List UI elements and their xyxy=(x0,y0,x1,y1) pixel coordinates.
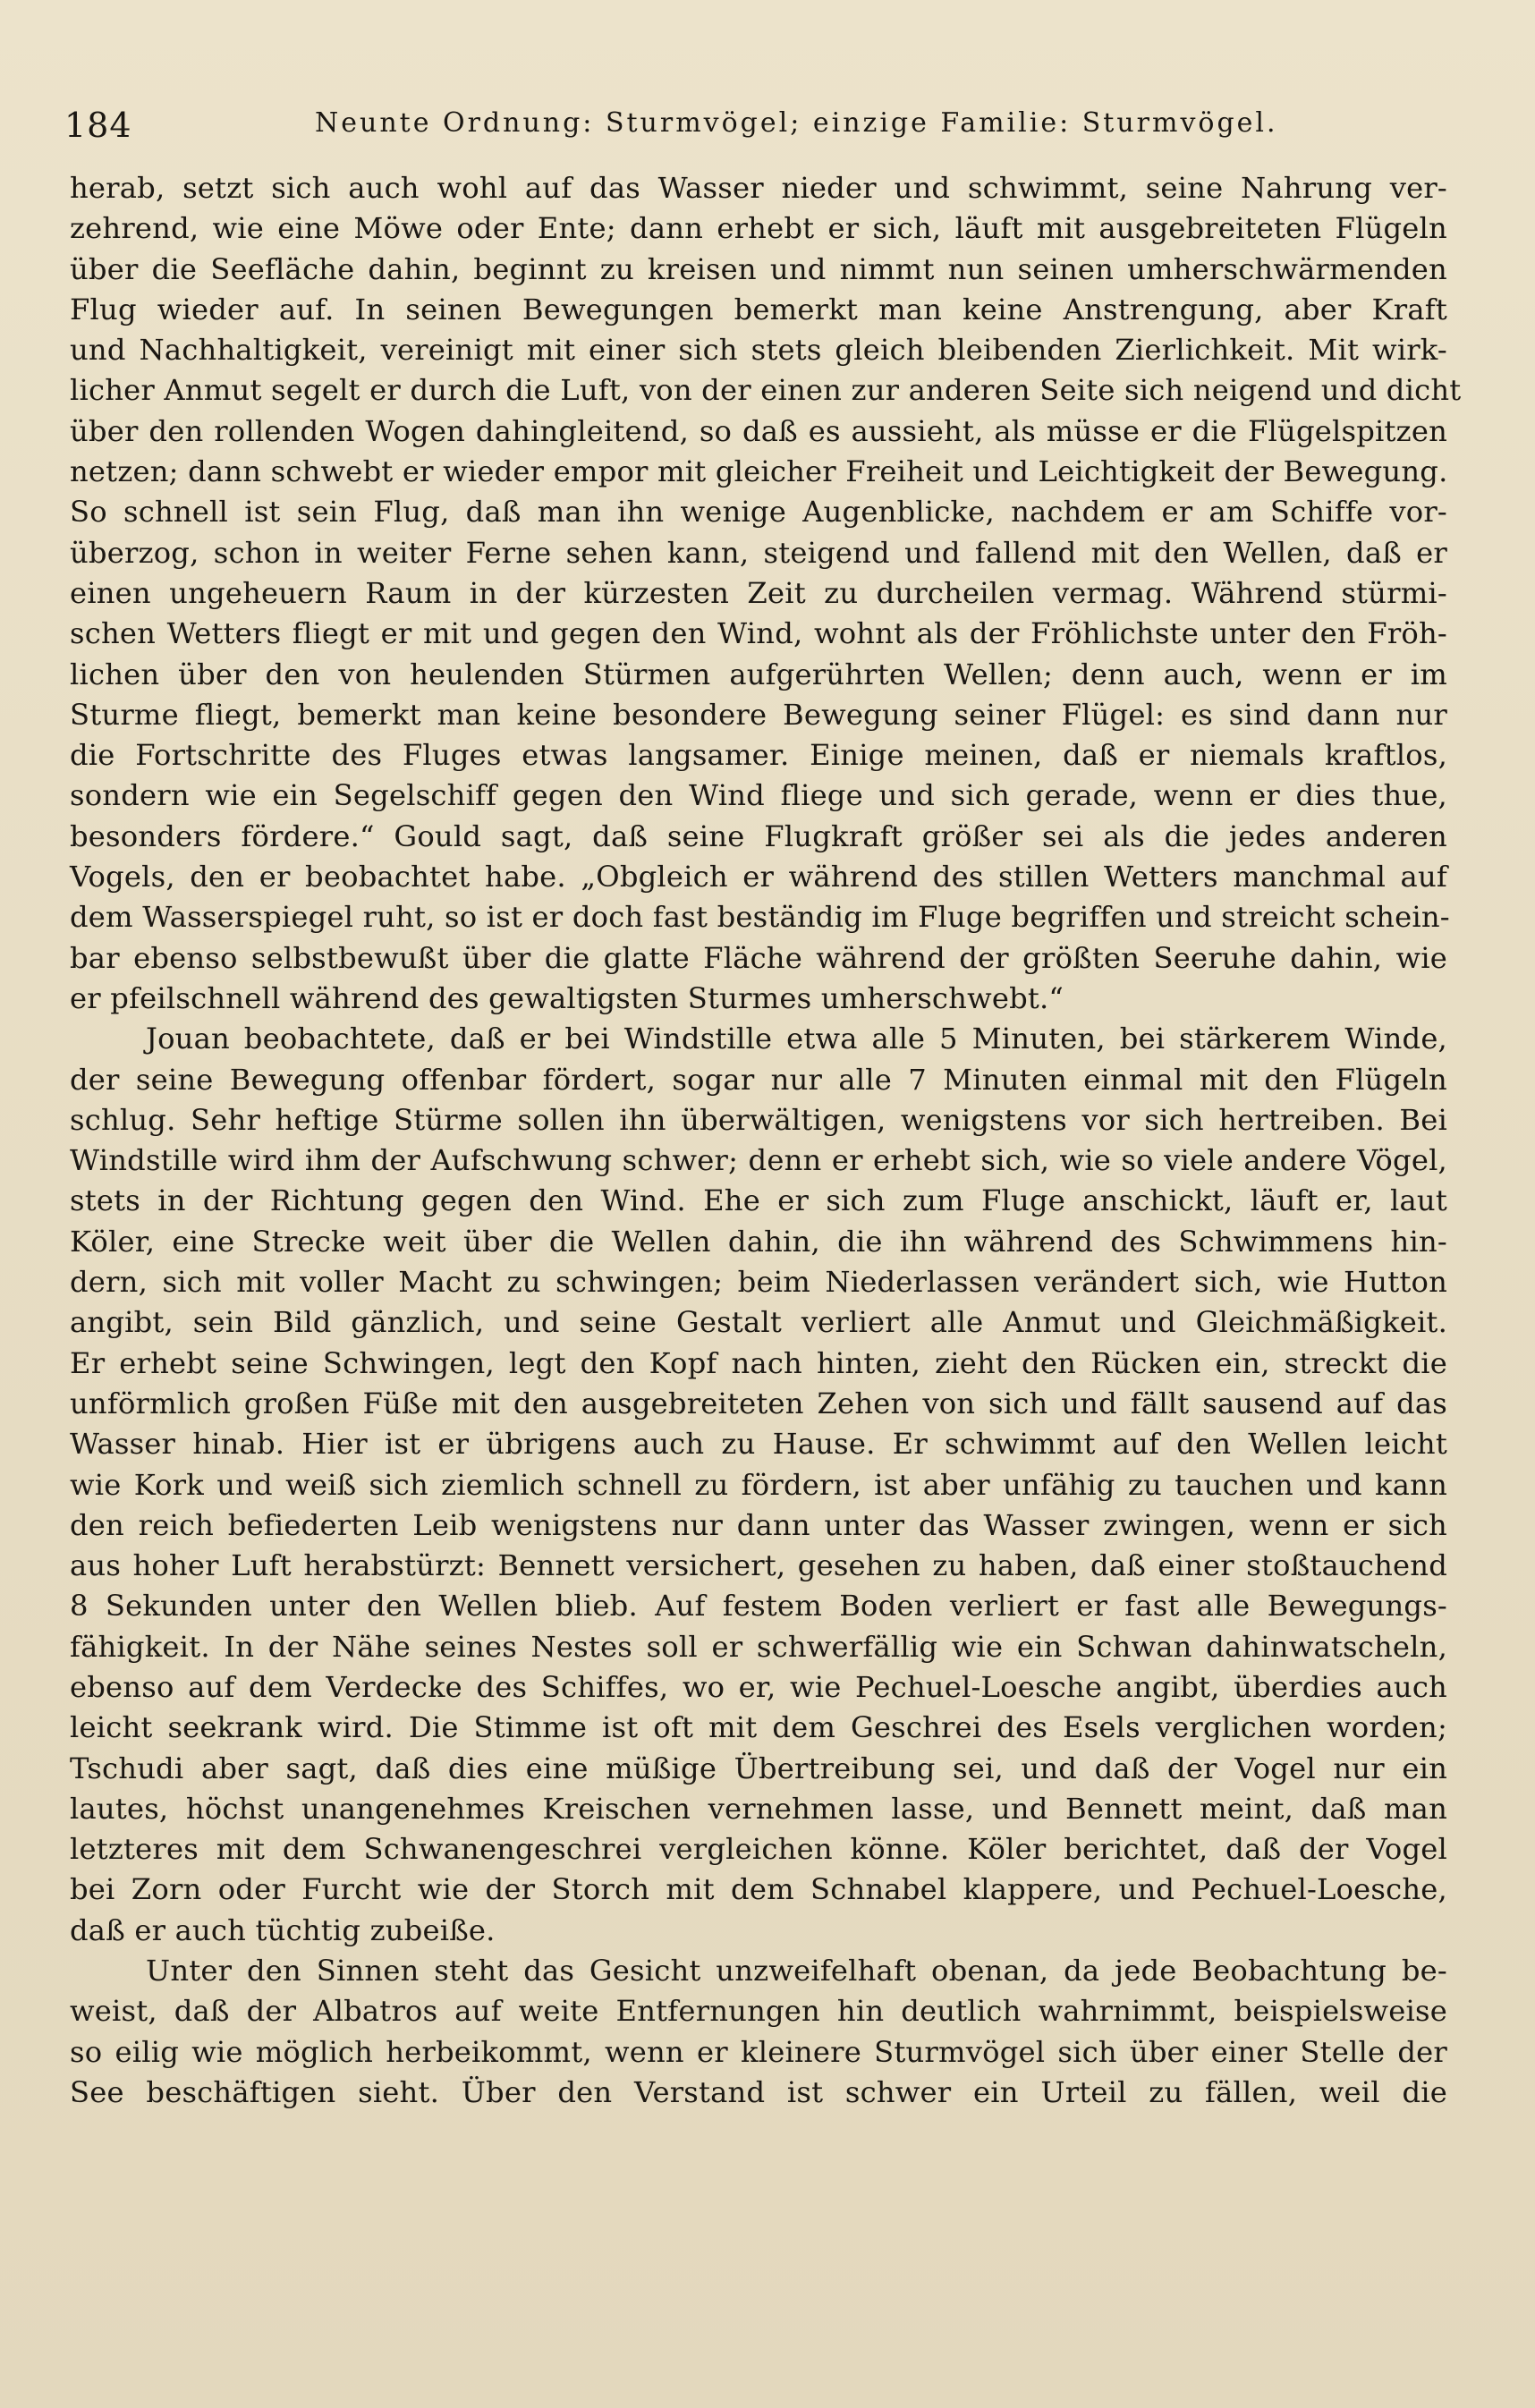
text-line: Er erhebt seine Schwingen, legt den Kopf nach hinten, zieht den Rücken ein, streckt die xyxy=(70,1345,1447,1380)
text-line: er pfeilschnell während des gewaltigsten Sturmes umherschwebt.“ xyxy=(70,980,1064,1015)
text-line: zehrend, wie eine Möwe oder Ente; dann erhebt er sich, läuft mit ausgebreiteten Flügeln xyxy=(70,211,1447,246)
text-line: wie Kork und weiß sich ziemlich schnell zu fördern, ist aber unfähig zu tauchen und kann xyxy=(70,1467,1447,1502)
text-line: letzteres mit dem Schwanengeschrei vergleichen könne. Köler berichtet, daß der Vogel xyxy=(70,1832,1447,1867)
text-line: Köler, eine Strecke weit über die Wellen dahin, die ihn während des Schwimmens hin- xyxy=(70,1224,1447,1259)
text-line: überzog, schon in weiter Ferne sehen kann, steigend und fallend mit den Wellen, daß er xyxy=(70,535,1447,570)
text-line: der seine Bewegung offenbar fördert, sogar nur alle 7 Minuten einmal mit den Flügeln xyxy=(70,1062,1447,1097)
text-line: dern, sich mit voller Macht zu schwingen; beim Niederlassen verändert sich, wie Hutton xyxy=(70,1265,1447,1300)
paragraph xyxy=(70,1019,1447,1951)
text-line: licher Anmut segelt er durch die Luft, von der einen zur anderen Seite sich neigend und dicht xyxy=(70,373,1462,408)
text-line: herab, setzt sich auch wohl auf das Wasser nieder und schwimmt, seine Nahrung ver- xyxy=(70,171,1447,205)
text-line: netzen; dann schwebt er wieder empor mit gleicher Freiheit und Leichtigkeit der Bewegung. xyxy=(70,454,1448,489)
text-line: Vogels, den er beobachtet habe. „Obgleich er während des stillen Wetters manchmal auf xyxy=(70,860,1447,895)
text-line: schen Wetters fliegt er mit und gegen den Wind, wohnt als der Fröhlichste unter den Fröh- xyxy=(70,616,1447,651)
text-line: 8 Sekunden unter den Wellen blieb. Auf festem Boden verliert er fast alle Bewegungs- xyxy=(70,1589,1447,1624)
text-line: so eilig wie möglich herbeikommt, wenn er kleinere Sturmvögel sich über einer Stelle der xyxy=(70,2034,1447,2069)
text-line: die Fortschritte des Fluges etwas langsamer. Einige meinen, daß er niemals kraftlos, xyxy=(70,738,1447,773)
text-line: fähigkeit. In der Nähe seines Nestes soll er schwerfällig wie ein Schwan dahinwatscheln, xyxy=(70,1629,1447,1664)
text-line: Jouan beobachtete, daß er bei Windstille etwa alle 5 Minuten, bei stärkerem Winde, xyxy=(146,1022,1447,1056)
text-line: schlug. Sehr heftige Stürme sollen ihn überwältigen, wenigstens vor sich hertreiben. Bei xyxy=(70,1102,1447,1137)
text-line: Wasser hinab. Hier ist er übrigens auch zu Hause. Er schwimmt auf den Wellen leicht xyxy=(70,1427,1447,1462)
text-line: unförmlich großen Füße mit den ausgebreiteten Zehen von sich und fällt sausend auf das xyxy=(70,1386,1447,1420)
text-line: leicht seekrank wird. Die Stimme ist oft mit dem Geschrei des Esels verglichen worden; xyxy=(70,1710,1447,1745)
body-text xyxy=(70,168,1462,2113)
text-line: dem Wasserspiegel ruht, so ist er doch fast beständig im Fluge begriffen und streicht schein- xyxy=(70,900,1450,935)
text-line: und Nachhaltigkeit, vereinigt mit einer sich stets gleich bleibenden Zierlichkeit. Mit wirk- xyxy=(70,333,1447,368)
running-head: Neunte Ordnung: Sturmvögel; einzige Familie: Sturmvögel. xyxy=(315,107,1278,139)
text-line: Unter den Sinnen steht das Gesicht unzweifelhaft obenan, da jede Beobachtung be- xyxy=(146,1954,1447,1988)
page-header xyxy=(64,100,1469,154)
page-number: 184 xyxy=(64,106,132,145)
text-line: Tschudi aber sagt, daß dies eine müßige Übertreibung sei, und daß der Vogel nur ein xyxy=(70,1751,1447,1785)
text-line: lichen über den von heulenden Stürmen aufgerührten Wellen; denn auch, wenn er im xyxy=(70,657,1447,691)
text-line: besonders fördere.“ Gould sagt, daß seine Flugkraft größer sei als die jedes anderen xyxy=(70,818,1447,853)
text-line: Flug wieder auf. In seinen Bewegungen bemerkt man keine Anstrengung, aber Kraft xyxy=(70,292,1447,326)
text-line: den reich befiederten Leib wenigstens nur dann unter das Wasser zwingen, wenn er sich xyxy=(70,1507,1447,1542)
text-line: bei Zorn oder Furcht wie der Storch mit dem Schnabel klappere, und Pechuel-Loesche, xyxy=(70,1872,1447,1907)
text-line: über den rollenden Wogen dahingleitend, so daß es aussieht, als müsse er die Flügelspitzen xyxy=(70,413,1447,448)
text-line: über die Seefläche dahin, beginnt zu kreisen und nimmt nun seinen umherschwärmenden xyxy=(70,251,1447,286)
text-line: weist, daß der Albatros auf weite Entfernungen hin deutlich wahrnimmt, beispielsweise xyxy=(70,1994,1447,2029)
text-line: Sturme fliegt, bemerkt man keine besondere Bewegung seiner Flügel: es sind dann nur xyxy=(70,697,1447,732)
text-line: Windstille wird ihm der Aufschwung schwer; denn er erhebt sich, wie so viele andere Vögel, xyxy=(70,1143,1447,1178)
text-line: aus hoher Luft herabstürzt: Bennett versichert, gesehen zu haben, daß einer stoßtauchend xyxy=(70,1548,1447,1583)
text-line: einen ungeheuern Raum in der kürzesten Zeit zu durcheilen vermag. Während stürmi- xyxy=(70,575,1447,610)
text-line: sondern wie ein Segelschiff gegen den Wind fliege und sich gerade, wenn er dies thue, xyxy=(70,778,1447,813)
text-line: daß er auch tüchtig zubeiße. xyxy=(70,1912,496,1947)
text-line: See beschäftigen sieht. Über den Verstand ist schwer ein Urteil zu fällen, weil die xyxy=(70,2074,1447,2109)
text-line: So schnell ist sein Flug, daß man ihn wenige Augenblicke, nachdem er am Schiffe vor- xyxy=(70,495,1447,530)
paragraph xyxy=(70,1951,1447,2113)
text-line: angibt, sein Bild gänzlich, und seine Gestalt verliert alle Anmut und Gleichmäßigkeit. xyxy=(70,1305,1447,1340)
text-line: stets in der Richtung gegen den Wind. Ehe er sich zum Fluge anschickt, läuft er, laut xyxy=(70,1183,1447,1218)
text-line: ebenso auf dem Verdecke des Schiffes, wo er, wie Pechuel-Loesche angibt, überdies auch xyxy=(70,1669,1447,1704)
text-line: bar ebenso selbstbewußt über die glatte Fläche während der größten Seeruhe dahin, wie xyxy=(70,940,1447,975)
text-line: lautes, höchst unangenehmes Kreischen vernehmen lasse, und Bennett meint, daß man xyxy=(70,1791,1447,1826)
paragraph xyxy=(70,168,1462,1019)
